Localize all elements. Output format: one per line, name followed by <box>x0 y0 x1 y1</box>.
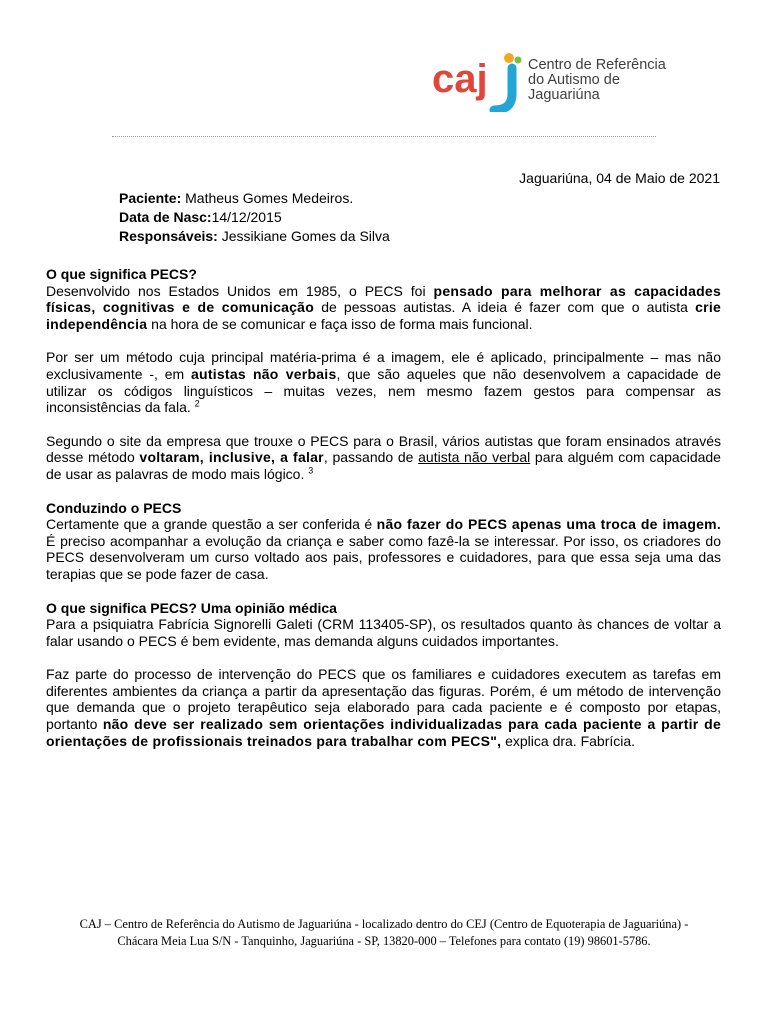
caj-logo-icon <box>432 52 522 112</box>
paragraph-pecs-brazil <box>46 433 721 483</box>
text-run: para alguém com capacidade de usar as palavras de modo mais lógico. <box>46 449 721 482</box>
patient-birth-row <box>119 208 390 227</box>
text-run: Faz parte do processo de intervenção do PECS que os familiares e cuidadores executem as tarefas em diferentes ambientes da criança a partir da apresentação das figuras. Porém, é um método de intervenção que demanda que o projeto terapêutico seja elaborado para cada paciente e é composto por etapas, portanto <box>46 666 721 733</box>
patient-guardians-row <box>119 227 390 246</box>
logo-j-stroke <box>494 68 512 110</box>
document-date: Jaguariúna, 04 de Maio de 2021 <box>519 170 720 186</box>
logo-mark-text: caj <box>432 57 488 101</box>
text-run: de pessoas autistas. A ideia é fazer com que o autista <box>314 299 696 316</box>
patient-info <box>119 189 390 246</box>
text-run: , passando de <box>323 449 419 466</box>
patient-guardians-value: Jessikiane Gomes da Silva <box>217 228 390 244</box>
text-run: Certamente que a grande questão a ser conferida é <box>46 516 377 533</box>
header-divider <box>112 136 656 137</box>
text-run: na hora de se comunicar e faça isso de forma mais funcional. <box>147 315 533 332</box>
logo-line-1: Centro de Referência <box>528 57 666 73</box>
logo-dot-green <box>515 57 522 64</box>
text-run: Desenvolvido nos Estados Unidos em 1985, o PECS foi <box>46 282 434 299</box>
document-body <box>46 266 721 766</box>
text-run: Segundo o site da empresa que trouxe o PECS para o Brasil, vários autistas que foram ensinados através desse método <box>46 432 721 466</box>
patient-name-row <box>119 189 390 208</box>
autista-nao-verbal-link[interactable]: autista não verbal <box>418 449 531 466</box>
text-run: , que são aqueles que não desenvolvem a capacidade de utilizar os códigos linguísticos – muitas vezes, nem mesmo fazem gestos para compensar as inconsistências da fala. <box>46 365 721 416</box>
bold-run: autistas não verbais <box>190 365 337 382</box>
patient-birth-label: Data de Nasc: <box>119 209 212 225</box>
section-title-pecs: O que significa PECS? <box>46 266 197 282</box>
logo-text <box>528 58 708 103</box>
patient-name-label: Paciente: <box>119 190 182 206</box>
bold-run: não fazer do PECS apenas uma troca de imagem. <box>376 516 721 533</box>
paragraph-pecs-origin <box>46 283 721 333</box>
bold-run: não deve ser realizado sem orientações individualizadas para cada paciente a partir de orientações de profissionais treinados para trabalhar com PECS", <box>46 716 721 749</box>
patient-birth-value: 14/12/2015 <box>211 209 282 225</box>
patient-name-value: Matheus Gomes Medeiros. <box>181 190 354 206</box>
text-run: explica dra. Fabrícia. <box>501 732 636 749</box>
paragraph-conduzindo <box>46 516 721 582</box>
logo-line-3: Jaguariúna <box>528 87 600 103</box>
clinic-logo <box>430 50 710 112</box>
section-title-conduzindo: Conduzindo o PECS <box>46 499 182 516</box>
footnote-ref: 3 <box>308 465 314 476</box>
text-run: Por ser um método cuja principal matéria-prima é a imagem, ele é aplicado, principalmente – mas não exclusivamente -, em <box>46 349 721 382</box>
paragraph-pecs-method <box>46 349 721 415</box>
bold-run: crie independência <box>46 299 722 332</box>
logo-line-2: do Autismo de <box>528 72 620 88</box>
page-footer: CAJ – Centro de Referência do Autismo de Jaguariúna - localizado dentro do CEJ (Centro de Equoterapia de Jaguariúna) - Chácara Meia Lua S/N - Tanquinho, Jaguariúna - SP, 13820-000 – Telefones para contato (19) 98601-5786. <box>79 917 689 948</box>
section-title-opiniao-medica: O que significa PECS? Uma opinião médica <box>46 599 337 616</box>
bold-run: voltaram, inclusive, a falar <box>139 449 324 466</box>
paragraph-intervencao <box>46 666 721 749</box>
patient-guardians-label: Responsáveis: <box>119 228 218 244</box>
bold-run: pensado para melhorar as capacidades físicas, cognitivas e de comunicação <box>46 282 721 316</box>
logo-dot-orange <box>504 53 514 63</box>
text-run: É preciso acompanhar a evolução da criança e saber como fazê-la se interessar. Por isso, os criadores do PECS desenvolveram um curso voltado aos pais, professores e cuidadores, para que essa seja uma das terapias que se pode fazer de casa. <box>46 532 721 582</box>
paragraph-psiquiatra: Para a psiquiatra Fabrícia Signorelli Galeti (CRM 113405-SP), os resultados quanto às chances de voltar a falar usando o PECS é bem evidente, mas demanda alguns cuidados importantes. <box>46 616 721 649</box>
footnote-ref: 2 <box>194 398 200 409</box>
